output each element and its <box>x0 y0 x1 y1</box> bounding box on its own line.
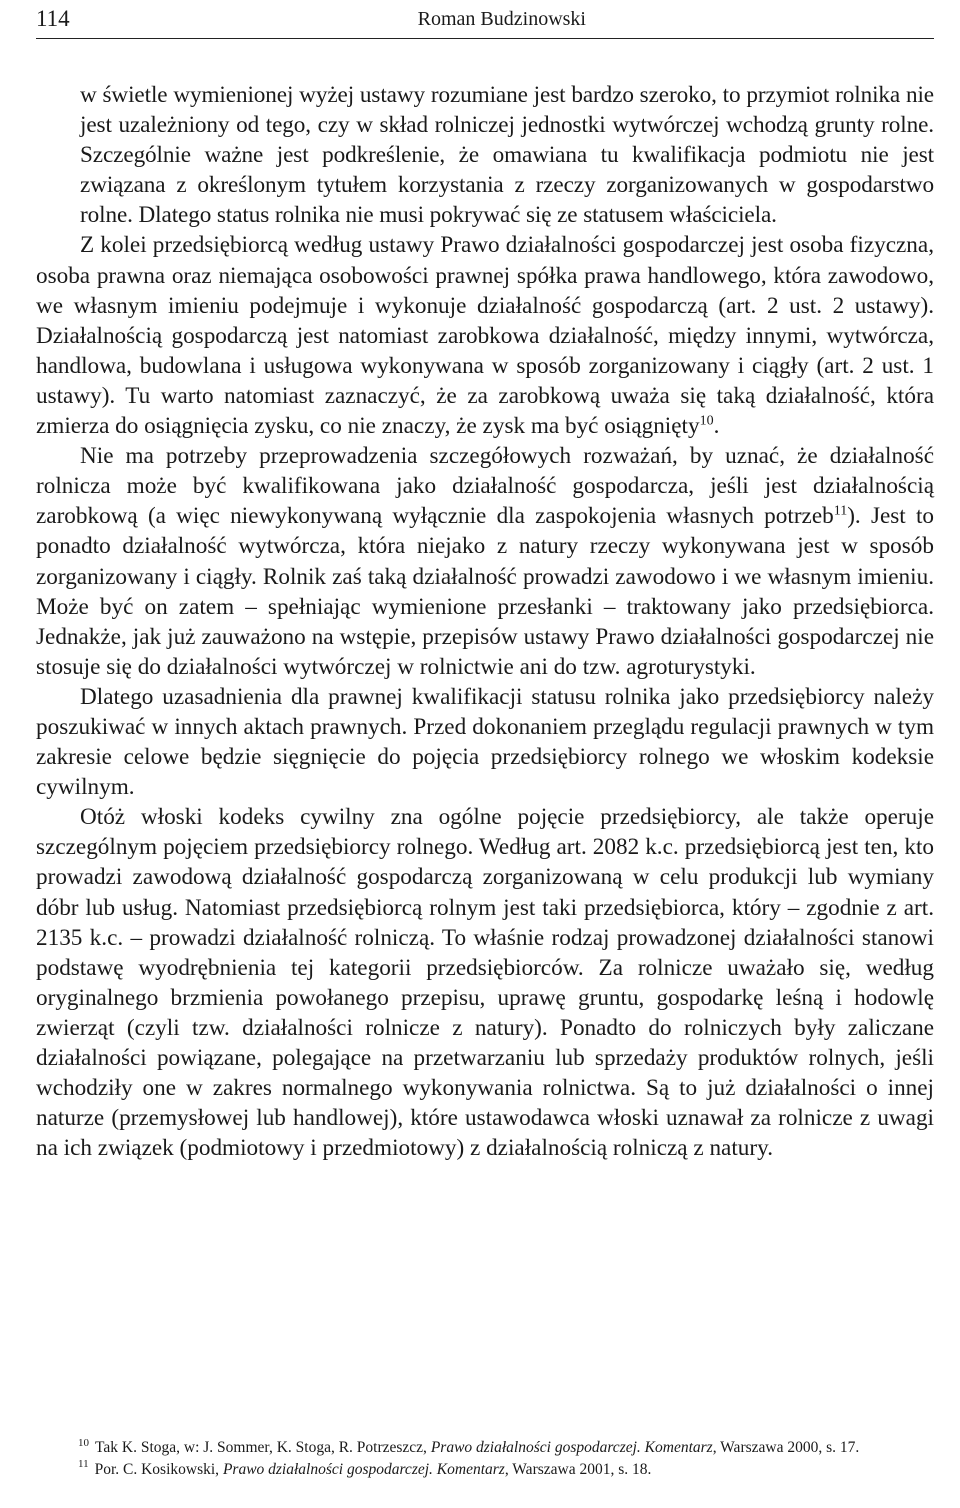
footnote-10 <box>36 1438 934 1458</box>
paragraph-4 <box>36 682 934 802</box>
footnote-11-text-b: , Warszawa 2001, s. 18. <box>504 1460 652 1478</box>
small-text-block <box>36 80 934 230</box>
paragraph-2-text: Z kolei przedsiębiorcą według ustawy Prawo działalności gospodarczej jest osoba fizyczna, osoba prawna oraz niemająca osobowości prawnej spółka prawa handlowego, która zawodowo, we własnym imieniu podejmuje i wykonuje działalność gospodarczą (art. 2 ust. 2 ustawy). Działalnością gospodarczą jest natomiast zarobkowa działalność, między innymi, wytwórcza, handlowa, budowlana i usługowa wykonywana w sposób zorganizowany i ciągły (art. 2 ust. 1 ustawy). Tu warto natomiast zaznaczyć, że za zarobkową uważa się taką działalność, która zmierza do osiągnięcia zysku, co nie znaczy, że zysk ma być osiągnięty <box>36 232 934 440</box>
footnote-ref-11: 11 <box>833 503 848 519</box>
page-header <box>36 0 934 39</box>
paragraph-2-end: . <box>713 413 720 440</box>
footnote-ref-10: 10 <box>699 413 714 429</box>
paragraph-4-text: Dlatego uzasadnienia dla prawnej kwalifikacji statusu rolnika jako przedsiębiorcy należy poszukiwać w innych aktach prawnych. Przed dokonaniem przeglądu regulacji prawnych w tym zakresie celowe będzie sięgnięcie do pojęcia przedsiębiorcy rolnego we włoskim kodeksie cywilnym. <box>36 683 934 801</box>
body-text <box>36 80 934 1163</box>
footnotes <box>36 1438 934 1479</box>
paragraph-3-text-a: Nie ma potrzeby przeprowadzenia szczegółowych rozważań, by uznać, że działalność rolnicza może być kwalifikowana jako działalność gospodarcza, jeśli jest działalnością zarobkową (a więc niewykonywaną wyłącznie dla zaspokojenia własnych potrzeb <box>36 443 934 530</box>
footnote-10-number: 10 <box>78 1436 89 1449</box>
page-number: 114 <box>36 6 70 31</box>
paragraph-3 <box>36 441 934 682</box>
footnote-11-title: Prawo działalności gospodarczej. Komentarz <box>222 1460 505 1478</box>
paragraph-5 <box>36 802 934 1163</box>
paragraph-3-text-b: ). Jest to ponadto działalność wytwórcza, która niejako z natury rzeczy wykonywana jest w sposób zorganizowany i ciągły. Rolnik zaś taką działalność prowadzi zawodowo i we własnym imieniu. Może być on zatem – spełniając wymienione przesłanki – traktowany jako przedsiębiorca. Jednakże, jak już zauważono na wstępie, przepisów ustawy Prawo działalności gospodarczej nie stosuje się do działalności wytwórczej w rolnictwie ani do tzw. agroturystyki. <box>36 503 934 680</box>
paragraph-1 <box>36 80 934 230</box>
footnote-10-text-b: , Warszawa 2000, s. 17. <box>712 1439 860 1456</box>
running-head: Roman Budzinowski <box>417 8 586 30</box>
footnote-11-text-a: Por. C. Kosikowski, <box>94 1460 223 1478</box>
footnote-11 <box>36 1460 934 1480</box>
paragraph-1-text: w świetle wymienionej wyżej ustawy rozumiane jest bardzo szeroko, to przymiot rolnika nie jest uzależniony od tego, czy w skład rolniczej jednostki wytwórczej wchodzą grunty rolne. Szczególnie ważne jest podkreślenie, że omawiana tu kwalifikacja podmiotu nie jest związana z określonym tytułem korzystania z rzeczy zorganizowanych w gospodarstwo rolne. Dlatego status rolnika nie musi pokrywać się ze statusem właściciela. <box>80 82 934 229</box>
footnote-10-text-a: Tak K. Stoga, w: J. Sommer, K. Stoga, R. Potrzeszcz, <box>95 1439 431 1456</box>
paragraph-2 <box>36 230 934 441</box>
paragraph-5-text: Otóż włoski kodeks cywilny zna ogólne pojęcie przedsiębiorcy, ale także operuje szczególnym pojęciem przedsiębiorcy rolnego. Według art. 2082 k.c. przedsiębiorcą jest ten, kto prowadzi zawodową działalność gospodarczą zorganizowaną w celu produkcji lub wymiany dóbr lub usług. Natomiast przedsiębiorcą rolnym jest taki przedsiębiorca, który – zgodnie z art. 2135 k.c. – prowadzi działalność rolniczą. To właśnie rodzaj prowadzonej działalności stanowi podstawę wyodrębnienia tej kategorii przedsiębiorców. Za rolnicze uważało się, według oryginalnego brzmienia powołanego przepisu, uprawę gruntu, gospodarkę leśną i hodowlę zwierząt (czyli tzw. działalności rolnicze z natury). Ponadto do rolniczych były zaliczane działalności powiązane, polegające na przetwarzaniu lub sprzedaży produktów rolnych, jeśli wchodziły one w zakres normalnego wykonywania rolnictwa. Są to już działalności o innej naturze (przemysłowej lub handlowej), które ustawodawca włoski uznawał za rolnicze z uwagi na ich związek (podmiotowy i przedmiotowy) z działalnością rolniczą z natury. <box>36 804 934 1162</box>
footnote-11-number: 11 <box>78 1458 89 1471</box>
footnote-10-title: Prawo działalności gospodarczej. Komentarz <box>430 1439 713 1456</box>
